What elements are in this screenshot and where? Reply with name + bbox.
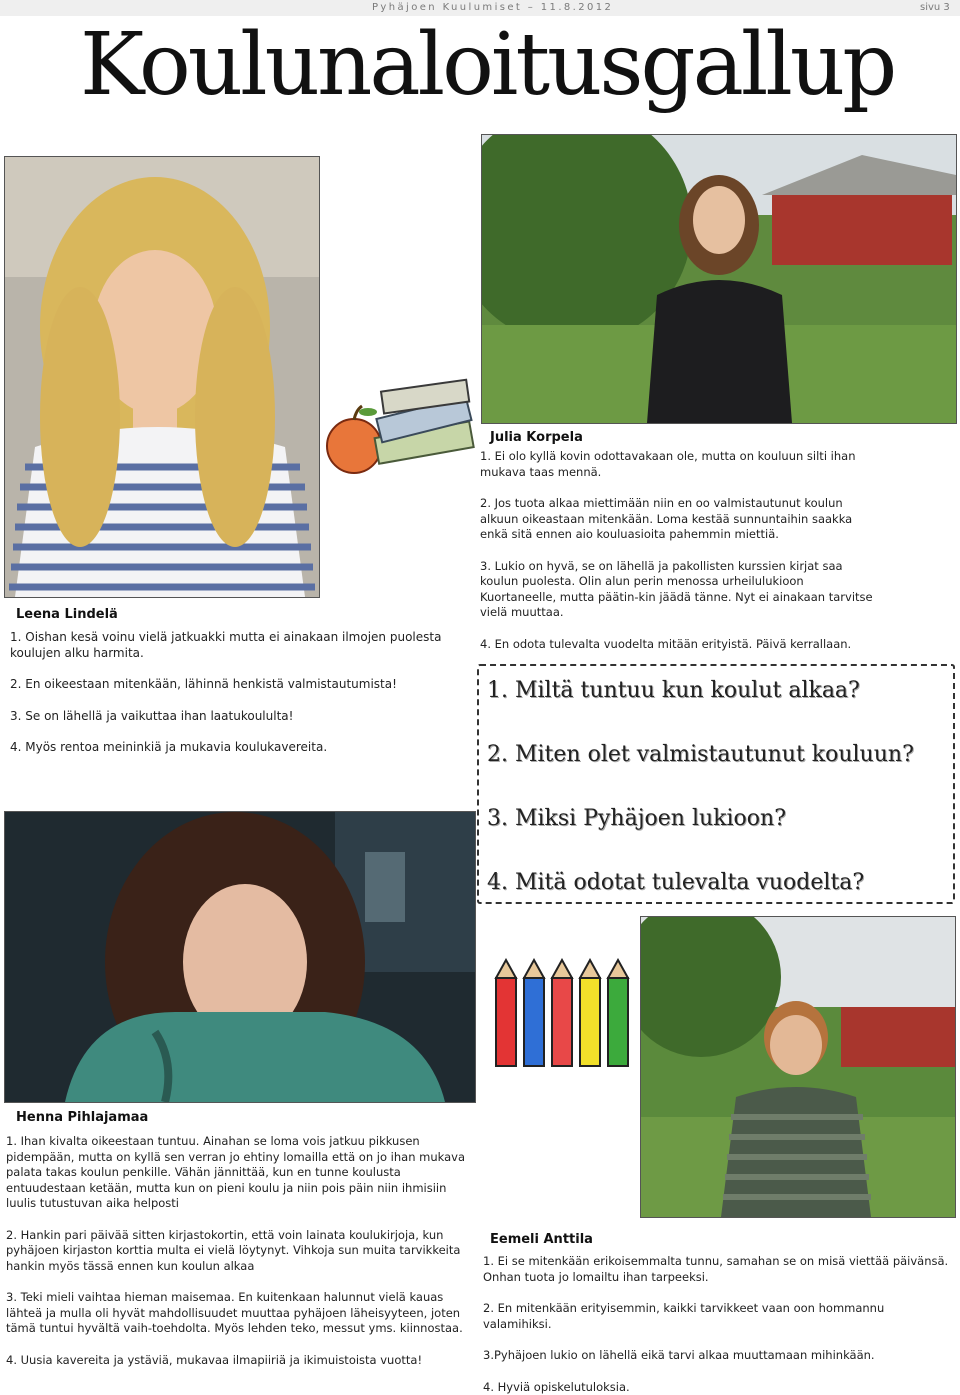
eemeli-answers (483, 1254, 949, 1395)
julia-answer-1: 1. Ei olo kyllä kovin odottavakaan ole, mutta on kouluun silti ihan mukava taas mennä. (480, 449, 880, 480)
running-head: Pyhäjoen Kuulumiset – 11.8.2012 (372, 2, 613, 13)
eemeli-answer-2: 2. En mitenkään erityisemmin, kaikki tarvikkeet vaan oon hommannu valamihiksi. (483, 1301, 949, 1332)
henna-answer-1: 1. Ihan kivalta oikeestaan tuntuu. Ainahan se loma vois jatkuu pikkusen pidempään, mutta on kyllä sen verran jo ehtiny lomailla että on jo ihan mukava palata takas koulun penkille. Vähän jännittää, kun en tunne koulusta entuudestaan ketään, mutta kun on pieni koulu ja niin pois päin niin ihmisiin luulis tutustuvan aika helposti (6, 1134, 468, 1212)
henna-answer-3: 3. Teki mieli vaihtaa hieman maisemaa. En kuitenkaan halunnut vielä kauas lähteä ja mulla oli hyvät mahdollisuudet muuttaa pyhäjoen läheisyyteen, joten tämä tuntui hyvältä vaih-toehdolta. Myös lehden teko, messut yms. kiinnostaa. (6, 1290, 468, 1337)
leena-answer-3: 3. Se on lähellä ja vaikuttaa ihan laatukoululta! (10, 709, 476, 725)
henna-answer-4: 4. Uusia kavereita ja ystäviä, mukavaa ilmapiiriä ja ikimuistoista vuotta! (6, 1353, 468, 1369)
julia-photo (481, 134, 957, 424)
question-3: 3. Miksi Pyhäjoen lukioon? (487, 806, 786, 831)
eemeli-answer-3: 3.Pyhäjoen lukio on lähellä eikä tarvi alkaa muuttamaan mihinkään. (483, 1348, 949, 1364)
julia-answer-3: 3. Lukio on hyvä, se on lähellä ja pakollisten kurssien kirjat saa koulun puolesta. Olin alun perin menossa urheilulukioon Kuortaneelle, mutta päätin-kin jäädä tänne. Nyt ei ainakaan tarvitse vielä muuttaa. (480, 559, 880, 621)
eemeli-answer-1: 1. Ei se mitenkään erikoisemmalta tunnu, samahan se on misä viettää päivänsä. Onhan tuota jo lomailtu ihan tarpeeksi. (483, 1254, 949, 1285)
julia-answer-4: 4. En odota tulevalta vuodelta mitään erityistä. Päivä kerrallaan. (480, 637, 880, 653)
leena-name: Leena Lindelä (16, 607, 118, 622)
leena-answers (10, 630, 476, 756)
question-4: 4. Mitä odotat tulevalta vuodelta? (487, 870, 864, 895)
henna-photo (4, 811, 476, 1103)
henna-answers (6, 1134, 468, 1368)
leena-photo (4, 156, 320, 598)
eemeli-photo (640, 916, 956, 1218)
leena-answer-4: 4. Myös rentoa meininkiä ja mukavia koulukavereita. (10, 740, 476, 756)
colored-pencils-clipart (488, 958, 648, 1072)
question-2: 2. Miten olet valmistautunut kouluun? (487, 742, 914, 767)
leena-answer-1: 1. Oishan kesä voinu vielä jatkuakki mutta ei ainakaan ilmojen puolesta koulujen alku harmita. (10, 630, 476, 661)
question-1: 1. Miltä tuntuu kun koulut alkaa? (487, 678, 860, 703)
eemeli-answer-4: 4. Hyviä opiskelutuloksia. (483, 1380, 949, 1395)
page-title: Koulunaloitusgallup (80, 14, 894, 117)
leena-answer-2: 2. En oikeestaan mitenkään, lähinnä henkistä valmistautumista! (10, 677, 476, 693)
books-apple-clipart (322, 374, 480, 478)
henna-answer-2: 2. Hankin pari päivää sitten kirjastokortin, että voin lainata koulukirjoja, kun pyhäjoen kirjaston korttia multa ei vielä löytynyt. Vihkoja sun muita tarvikkeita hankin myös tässä ennen kun koulun alkaa (6, 1228, 468, 1275)
julia-name: Julia Korpela (490, 430, 583, 445)
julia-answers (480, 449, 880, 652)
page-number: sivu 3 (920, 2, 950, 13)
julia-answer-2: 2. Jos tuota alkaa miettimään niin en oo valmistautunut koulun alkuun oikeastaan mitenkään. Loma kestää sunnuntaihin saakka enkä sitä ennen aio kouluasioita pahemmin miettiä. (480, 496, 880, 543)
henna-name: Henna Pihlajamaa (16, 1110, 148, 1125)
eemeli-name: Eemeli Anttila (490, 1232, 593, 1247)
